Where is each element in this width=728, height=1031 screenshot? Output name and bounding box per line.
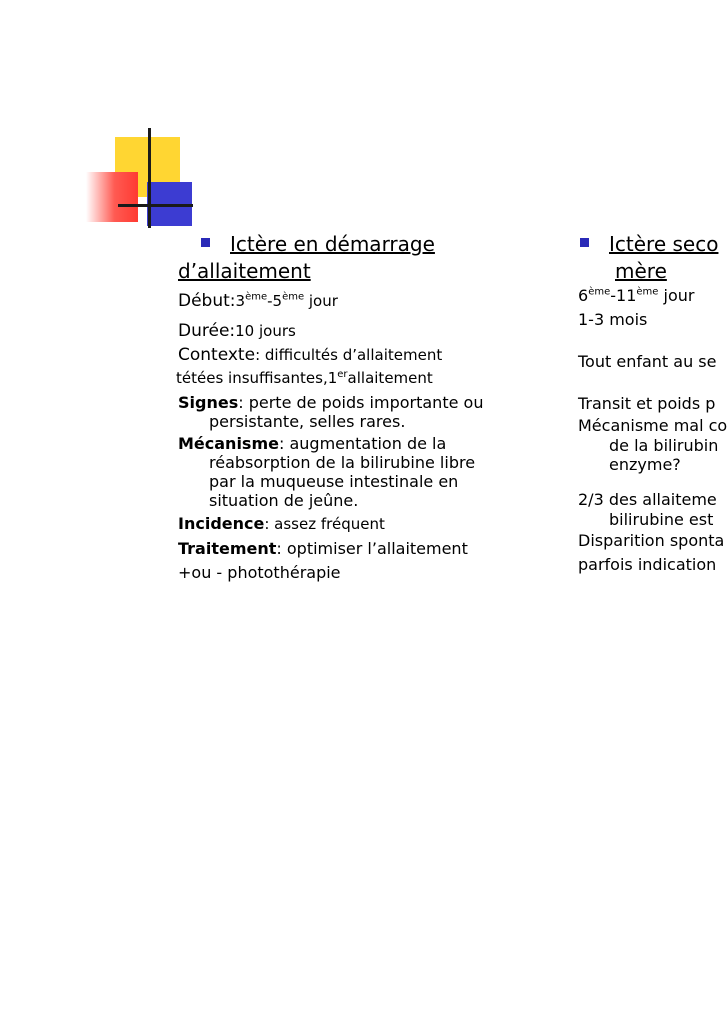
signes-line-2: persistante, selles rares. xyxy=(209,412,406,431)
incidence-line: Incidence: assez fréquent xyxy=(178,514,385,533)
square-bullet-icon xyxy=(201,238,210,247)
right-start-line: 6ème-11ème jour xyxy=(578,286,695,305)
left-column xyxy=(176,232,539,585)
right-disparition-line: Disparition sponta xyxy=(578,531,725,550)
decor-horizontal-line xyxy=(118,204,193,207)
phototherapie-line: +ou - photothérapie xyxy=(178,563,341,582)
decor-vertical-line xyxy=(148,128,151,228)
traitement-line: Traitement: optimiser l’allaitement xyxy=(178,539,468,558)
mecanisme-line: Mécanisme: augmentation de la xyxy=(178,434,447,453)
right-allaitement-line-2: bilirubine est xyxy=(609,510,714,529)
square-bullet-icon xyxy=(580,238,589,247)
signes-line: Signes: perte de poids importante ou xyxy=(178,393,484,412)
left-heading-line1: Ictère en démarrage xyxy=(199,232,539,259)
right-allaitement-line: 2/3 des allaiteme xyxy=(578,490,717,509)
debut-line: Début:3ème-5ème jour xyxy=(178,291,338,311)
mecanisme-line-4: situation de jeûne. xyxy=(209,491,359,510)
right-mecanisme-line-2: de la bilirubin xyxy=(609,436,719,455)
right-mecanisme-line: Mécanisme mal co xyxy=(578,416,728,435)
right-parfois-line: parfois indication xyxy=(578,555,717,574)
tetees-line: tétées insuffisantes,1erallaitement xyxy=(176,369,433,387)
right-heading-line2: mère xyxy=(615,259,667,283)
right-transit-line: Transit et poids p xyxy=(578,394,716,413)
decor-red-square xyxy=(86,172,138,222)
contexte-line: Contexte: difficultés d’allaitement xyxy=(178,345,443,365)
mecanisme-line-2: réabsorption de la bilirubine libre xyxy=(209,453,476,472)
left-heading-line2: d’allaitement xyxy=(178,259,311,283)
mecanisme-line-3: par la muqueuse intestinale en xyxy=(209,472,459,491)
right-mecanisme-line-3: enzyme? xyxy=(609,455,681,474)
right-column xyxy=(578,232,728,579)
right-heading-line1: Ictère seco xyxy=(578,232,728,259)
right-tout-enfant-line: Tout enfant au se xyxy=(578,352,717,371)
right-duration-line: 1-3 mois xyxy=(578,310,648,329)
duree-line: Durée:10 jours xyxy=(178,321,296,341)
